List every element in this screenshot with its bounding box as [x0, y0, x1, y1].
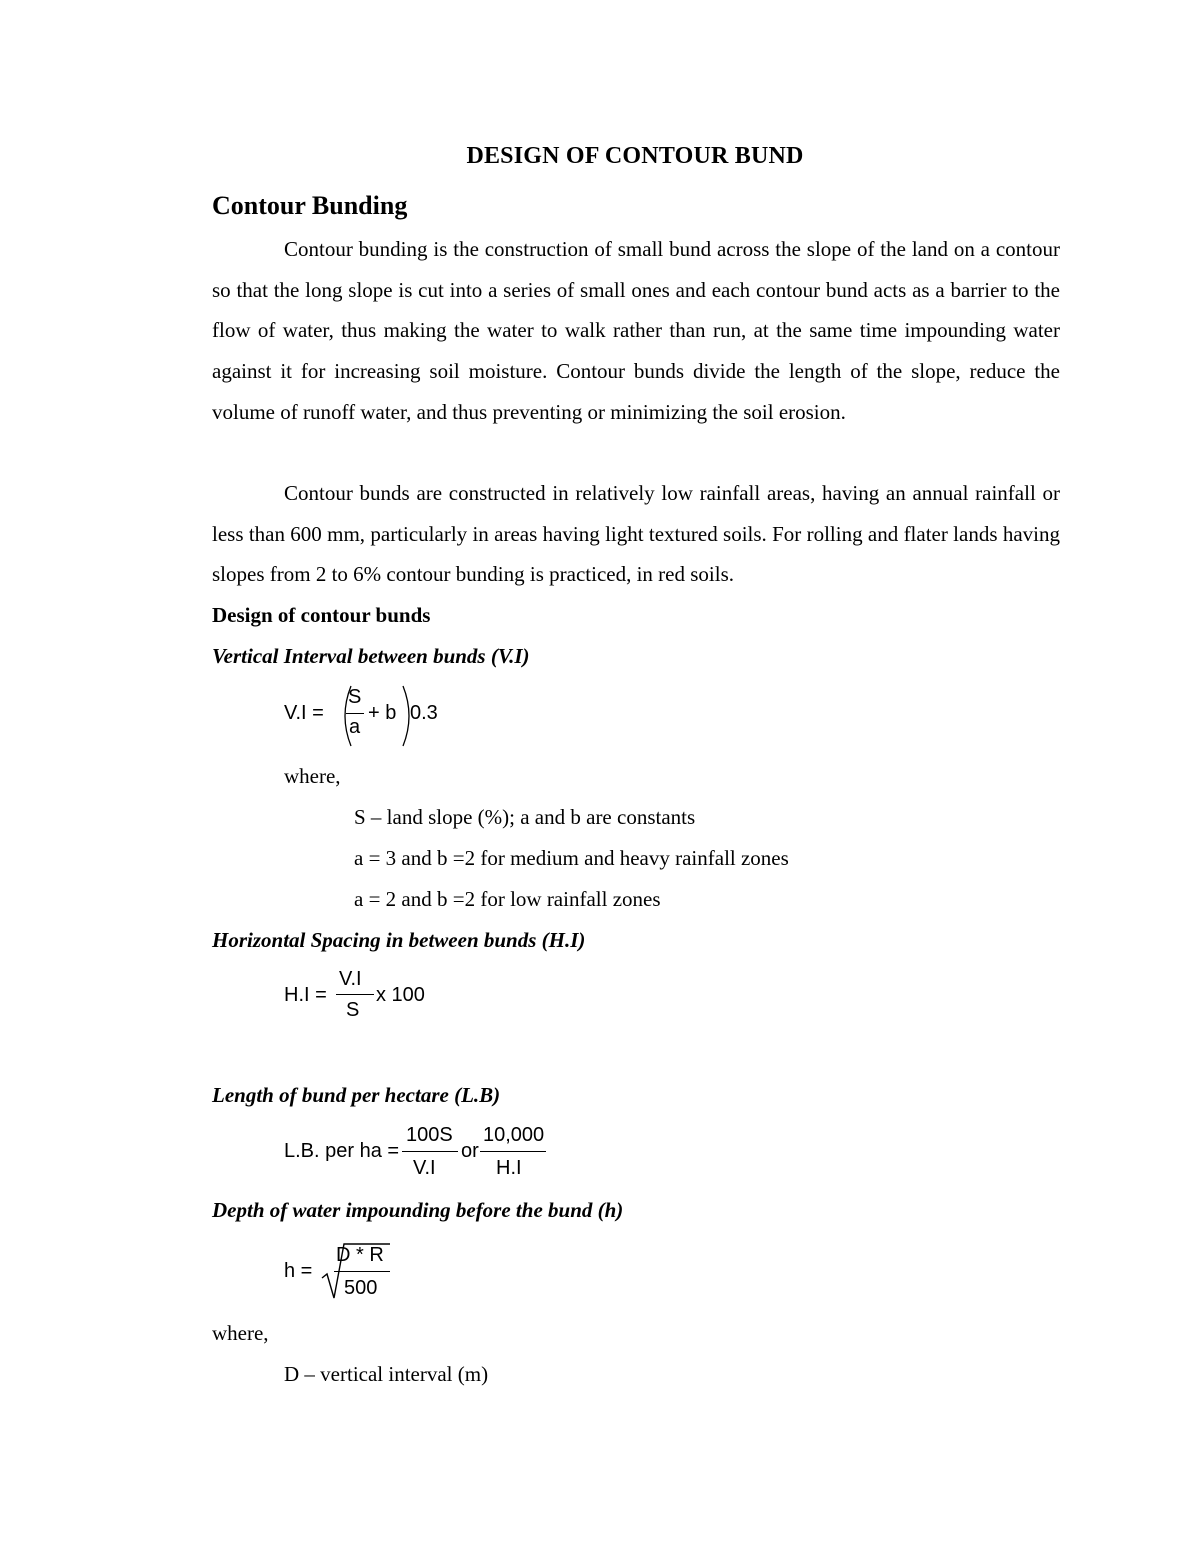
h-lhs: h = — [284, 1260, 313, 1282]
lb-fraction-bar-1 — [402, 1151, 458, 1152]
h-denominator: 500 — [344, 1277, 378, 1299]
hi-equation — [284, 968, 484, 1026]
vi-def-3: a = 2 and b =2 for low rainfall zones — [354, 887, 661, 911]
hi-denominator: S — [346, 999, 360, 1021]
lb-denominator-1: V.I — [413, 1157, 436, 1179]
hi-multiplier: x 100 — [376, 984, 425, 1006]
paragraph-1-text: Contour bunding is the construction of small bund across the slope of the land on a contour so that the long slope is cut into a series of small ones and each contour bund acts as a barrier to the flow of water, thus making the water to walk rather than run, at the same time impounding water against it for increasing soil moisture. Contour bunds divide the length of the slope, reduce the volume of runoff water, and thus preventing or minimizing the soil erosion. — [212, 237, 1060, 424]
design-heading: Design of contour bunds — [212, 603, 431, 627]
section-heading: Contour Bunding — [212, 191, 408, 220]
vi-def-1: S – land slope (%); a and b are constants — [354, 805, 696, 829]
paragraph-1 — [212, 229, 1060, 433]
vi-def-2: a = 3 and b =2 for medium and heavy rainfall zones — [354, 846, 789, 870]
lb-numerator-2: 10,000 — [483, 1124, 545, 1146]
lb-heading: Length of bund per hectare (L.B) — [212, 1083, 501, 1107]
lb-numerator-1: 100S — [406, 1124, 453, 1146]
vi-fraction-bar — [346, 713, 364, 714]
document-title: DESIGN OF CONTOUR BUND — [466, 143, 804, 169]
h-equation — [284, 1240, 484, 1304]
vi-where: where, — [284, 764, 341, 788]
vi-plus-b: + b — [368, 702, 397, 724]
hi-heading: Horizontal Spacing in between bunds (H.I) — [212, 928, 586, 952]
hi-fraction-bar — [336, 994, 374, 995]
h-fraction-bar — [334, 1271, 390, 1272]
vi-factor: 0.3 — [410, 702, 438, 724]
vi-denominator: a — [349, 716, 361, 738]
vi-equation — [284, 684, 484, 748]
vi-numerator: S — [348, 686, 362, 708]
h-heading: Depth of water impounding before the bund (h) — [212, 1198, 624, 1222]
paragraph-2 — [212, 473, 1060, 595]
h-numerator: D * R — [336, 1244, 384, 1266]
h-where: where, — [212, 1321, 269, 1345]
lb-equation — [284, 1124, 584, 1184]
h-def: D – vertical interval (m) — [284, 1362, 489, 1386]
vi-heading: Vertical Interval between bunds (V.I) — [212, 644, 530, 668]
hi-lhs: H.I = — [284, 984, 327, 1006]
lb-or: or — [461, 1140, 479, 1162]
lb-fraction-bar-2 — [480, 1151, 546, 1152]
lb-lhs: L.B. per ha = — [284, 1140, 400, 1162]
paragraph-2-text: Contour bunds are constructed in relatively low rainfall areas, having an annual rainfall or less than 600 mm, particularly in areas having light textured soils. For rolling and flater lands having slopes from 2 to 6% contour bunding is practiced, in red soils. — [212, 481, 1060, 587]
lb-denominator-2: H.I — [496, 1157, 522, 1179]
hi-numerator: V.I — [339, 968, 362, 990]
vi-lhs: V.I = — [284, 702, 324, 724]
